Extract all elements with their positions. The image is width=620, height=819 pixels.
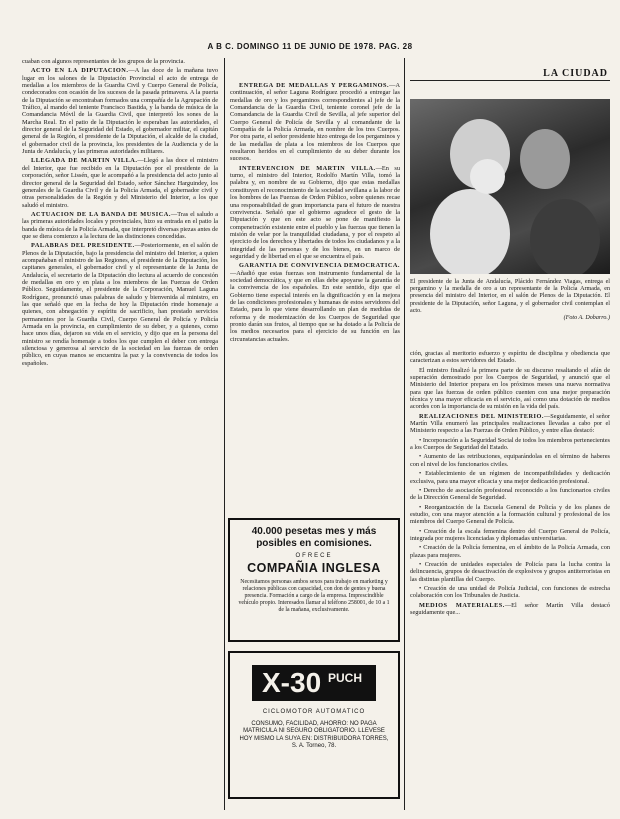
article-paragraph <box>230 82 400 163</box>
paragraph-text: —Tras el saludo a las primeras autoridades locales y provinciales, hizo su entrada en el patio la banda de música de la Policía Armada, que interpretó diversas piezas antes de que se diera comienzo a la lectura de las distinciones concedidas. <box>22 210 218 240</box>
paragraph-text: • Creación de una unidad de Policía Judicial, con funciones de estrecha colaboración con los Tribunales de Justicia. <box>410 584 610 600</box>
paragraph-text: • Derecho de asociación profesional reconocido a los funcionarios civiles de la Dirección General de Seguridad. <box>410 486 610 502</box>
paragraph-heading: LLEGADA DE MARTIN VILLA. <box>31 157 138 165</box>
paragraph-text: • Establecimiento de un régimen de incompatibilidades y dedicación exclusiva, para una mayor eficacia y una mejor dedicación profesional. <box>410 470 610 485</box>
article-paragraph <box>410 602 610 617</box>
article-paragraph <box>22 242 218 367</box>
paragraph-text: • Creación de unidades especiales de Policía para la lucha contra la delincuencia, grupos de desactivación de explosivos y grupos antiterroristas en las distintas plantillas del Cuerpo. <box>410 560 610 583</box>
article-column-3 <box>410 350 610 810</box>
paragraph-text: • Reorganización de la Escuela General de Policía y de los planes de estudio, con una mayor atención a la formación cultural y profesional de los miembros del Cuerpo General de Policía. <box>410 503 610 526</box>
brand-band: X-30 PUCH <box>252 665 376 701</box>
article-paragraph <box>410 453 610 468</box>
paragraph-heading: ENTREGA DE MEDALLAS Y PERGAMINOS. <box>239 82 390 89</box>
news-photo <box>410 99 610 274</box>
article-paragraph <box>410 487 610 502</box>
article-paragraph <box>22 157 218 208</box>
paragraph-text: cuaban con algunos representantes de los grupos de la provincia. <box>22 58 185 65</box>
article-paragraph <box>230 165 400 260</box>
article-paragraph <box>22 58 218 65</box>
paragraph-heading: ACTUACION DE LA BANDA DE MUSICA. <box>31 210 171 218</box>
article-paragraph <box>410 367 610 411</box>
article-paragraph <box>22 211 218 240</box>
article-paragraph <box>410 413 610 435</box>
paragraph-heading: INTERVENCION DE MARTIN VILLA. <box>239 164 376 172</box>
paragraph-heading: PALABRAS DEL PRESIDENTE. <box>31 242 135 250</box>
paragraph-text: —Llegó a las doce el ministro del Interior, que fue recibido en la Diputación por el presidente de la corporación, señor Lissén, que le acompañó a la presidencia del acto junto al director general de la Seguridad del Estado, señor Sánchez Harguindey, los generales de la Guardia Civil y de la Policía Armada, el gobernador civil y otras personalidades de la Región y del Ministerio del Interior, a los que saludó el ministro. <box>22 157 218 209</box>
article-paragraph <box>22 67 218 155</box>
section-rule <box>410 80 610 81</box>
article-paragraph <box>410 528 610 543</box>
article-paragraph <box>410 585 610 600</box>
paragraph-text: —A continuación, el señor Laguna Rodríguez procedió a entregar las medallas de oro y los pergaminos correspondientes al jefe de la Comandancia de la Guardia Civil, teniente coronel jefe de la Comandancia de la Guardia Civil de Sevilla, al jefe superior del Cuerpo General de Policía de Sevilla y al comandante de la Compañía de la Policía Armada, en nombre de los tres Cuerpos. Por otra parte, el señor presidente hizo entrega de los pergaminos y de las medallas de plata a los miembros de los Cuerpos que resultaron heridos en el cumplimiento de su deber durante los sucesos. <box>230 82 400 163</box>
article-paragraph <box>410 504 610 526</box>
paragraph-heading: GARANTIA DE CONVIVENCIA DEMOCRATICA. <box>239 262 400 270</box>
article-paragraph <box>410 470 610 485</box>
column-rule <box>404 58 405 810</box>
paragraph-text: • Creación de la Policía femenina, en el ámbito de la Policía Armada, con plazas para mujeres. <box>410 544 610 559</box>
article-paragraph <box>410 561 610 583</box>
puch-moped-ad: X-30 PUCH CICLOMOTOR AUTOMATICO CONSUMO, FACILIDAD, AHORRO: NO PAGA MATRICULA NI SEGURO OBLIGATORIO. LLEVESE HOY MISMO LA SUYA EN: DISTRIBUIDORA TORRES, S. A. Torneo, 78. <box>228 651 400 799</box>
paragraph-text: —Añadió que estas fuerzas son instrumento fundamental de la sociedad democrática, y que en ellas debe apoyarse la garantía de la convivencia de los españoles. En este sentido, dijo que el Gobierno tiene especial interés en la dignificación y en la mejora de las condiciones profesionales y humanas de estos servidores del Estado, para lo que viene desarrollando un plan de medidas de reforma y de modernización de los Cuerpos de Seguridad que pronto darán sus frutos, al tiempo que se ha dotado a la Policía de los medios necesarios para el ejercicio de su función en las circunstancias actuales. <box>230 269 400 343</box>
paragraph-text: —El señor Martín Villa destacó seguidamente que... <box>410 601 610 616</box>
paragraph-text: ción, gracias al meritorio esfuerzo y espíritu de disciplina y obediencia que caracterizan a estos servidores del Estado. <box>410 350 610 365</box>
article-paragraph <box>410 437 610 452</box>
paragraph-text: El ministro finalizó la primera parte de su discurso resaltando el afán de superación demostrado por los Cuerpos de Seguridad, y anunció que el Ministerio del Interior prepara en los próximos meses una nueva normativa para que las fuerzas de orden público cuenten con una mejor preparación técnica y una mayor eficacia en el servicio, así como una dotación de medios acordes con la importancia de su misión en la vida del país. <box>410 366 610 411</box>
article-column-1 <box>22 58 218 810</box>
paragraph-text: —A las doce de la mañana tuvo lugar en los salones de la Diputación Provincial el acto de entrega de medallas a los miembros de la Guardia Civil y Cuerpo General de Policía, condecorados con ocasión de los sucesos de la pasada primavera. A la puerta de la Diputación se encontraban formados una compañía de la Agrupación de Tráfico, al mando del teniente Francisco Bastida, y la banda de música de la Comandancia Móvil de la Guardia Civil, que interpretó los sones de la Marcha Real. En el patio de la Diputación le esperaban las autoridades, el director general de la Seguridad del Estado, el gobernador militar, el capitán general de la Región, el presidente de la Diputación, el alcalde de la ciudad, el gobernador civil de la provincia, los presidentes de la Audiencia y de la Junta de Andalucía, y las primeras autoridades militares. <box>22 67 218 156</box>
paragraph-heading: ACTO EN LA DIPUTACION. <box>31 67 129 75</box>
paragraph-text: —Posteriormente, en el salón de Plenos de la Diputación, bajo la presidencia del ministro del Interior, a quien acompañaban el ministro de las Regiones, el presidente de la Diputación, los capitanes generales, el gobernador civil y el representante de la Junta de Andalucía, el secretario de la Diputación dio lectura al acuerdo de concesión de medallas en oro y en plata a los miembros de las Fuerzas de Orden Público. Seguidamente, el presidente de la Corporación, Manuel Laguna Rodríguez, pronunció unas palabras de saludo y bienvenida al ministro, en las que señaló que en la fecha de hoy la Diputación rinde homenaje a quienes, con abnegación y espíritu de sacrificio, han prestado servicios permanentes por la Guardia Civil, Cuerpo General de Policía y Policía Armada en la provincia, en cumplimiento de su deber, y a quienes, como hace unos días, dejaron su vida en el servicio, y dijo que en la persona del ministro se rendía homenaje a todos los que cumplen el deber con entrega silenciosa y generosa al servicio de la sociedad en las fuerzas de orden público, en cuyas manos se encuentra la paz y la convivencia de todos los españoles. <box>22 242 218 367</box>
page-header: A B C. DOMINGO 11 DE JUNIO DE 1978. PAG. 28 <box>207 42 413 51</box>
paragraph-heading: REALIZACIONES DEL MINISTERIO. <box>419 412 544 420</box>
paragraph-text: • Aumento de las retribuciones, equiparándolas en el término de haberes con el nivel de los funcionarios civiles. <box>410 453 610 468</box>
paragraph-text: —En su turno, el ministro del Interior, Rodolfo Martín Villa, tomó la palabra y, en nombre de su Gobierno, dijo que estas medallas constituyen el reconocimiento de la sociedad sevillana a la labor de los hombres de las Fuerzas de Orden Público, sobre quienes recae una responsabilidad de gran importancia para el futuro de nuestra convivencia. Señaló que el gobierno agradece el gesto de la Diputación y que en este acto se pone de manifiesto la compenetración existente entre el pueblo y las fuerzas que tienen la misión de velar por la tranquilidad ciudadana, y por el respeto al ejercicio de los derechos y libertades de todos los ciudadanos y a la integridad de las personas y de los bienes, en un marco de seguridad y de libertad en el que se encuentra el país. <box>230 164 400 260</box>
insurance-company-ad: 40.000 pesetas mes y más posibles en comisiones. OFRECE COMPAÑIA INGLESA Necesitamos personas ambos sexos para trabajo en marketing y relaciones públicas con capacidad, con don de gentes y buena presencia. Formación a cargo de la empresa. Imprescindible vehículo propio. Interesados llamar al teléfono 258001, de 10 a 1 de la mañana, exclusivamente. <box>228 518 400 642</box>
article-column-2 <box>230 82 400 512</box>
paragraph-text: • Incorporación a la Seguridad Social de todos los miembros pertenecientes a los Cuerpos de Seguridad del Estado. <box>410 436 610 452</box>
photo-caption: El presidente de la Junta de Andalucía, Plácido Fernández Viagas, entrega el pergamino y la medalla de oro a un representante de la Policía Armada, en presencia del ministro del Interior, en el salón de Plenos de la Diputación. El presidente de la Diputación, señor Laguna, y el gobernador civil contemplan el acto. (Foto A. Dobarro.) <box>410 279 610 322</box>
section-title: LA CIUDAD <box>543 68 608 79</box>
paragraph-text: —Seguidamente, el señor Martín Villa enumeró las principales realizaciones llevadas a cabo por el Ministerio respecto a las Fuerzas de Orden Público, y entre ellas destacó: <box>410 412 610 435</box>
article-paragraph <box>230 262 400 343</box>
paragraph-heading: MEDIOS MATERIALES. <box>419 601 505 609</box>
article-paragraph <box>410 350 610 365</box>
article-paragraph <box>410 544 610 559</box>
paragraph-text: • Creación de la escala femenina dentro del Cuerpo General de Policía, integrada por mujeres licenciadas y diplomadas universitarias. <box>410 527 610 542</box>
column-rule <box>224 58 225 810</box>
